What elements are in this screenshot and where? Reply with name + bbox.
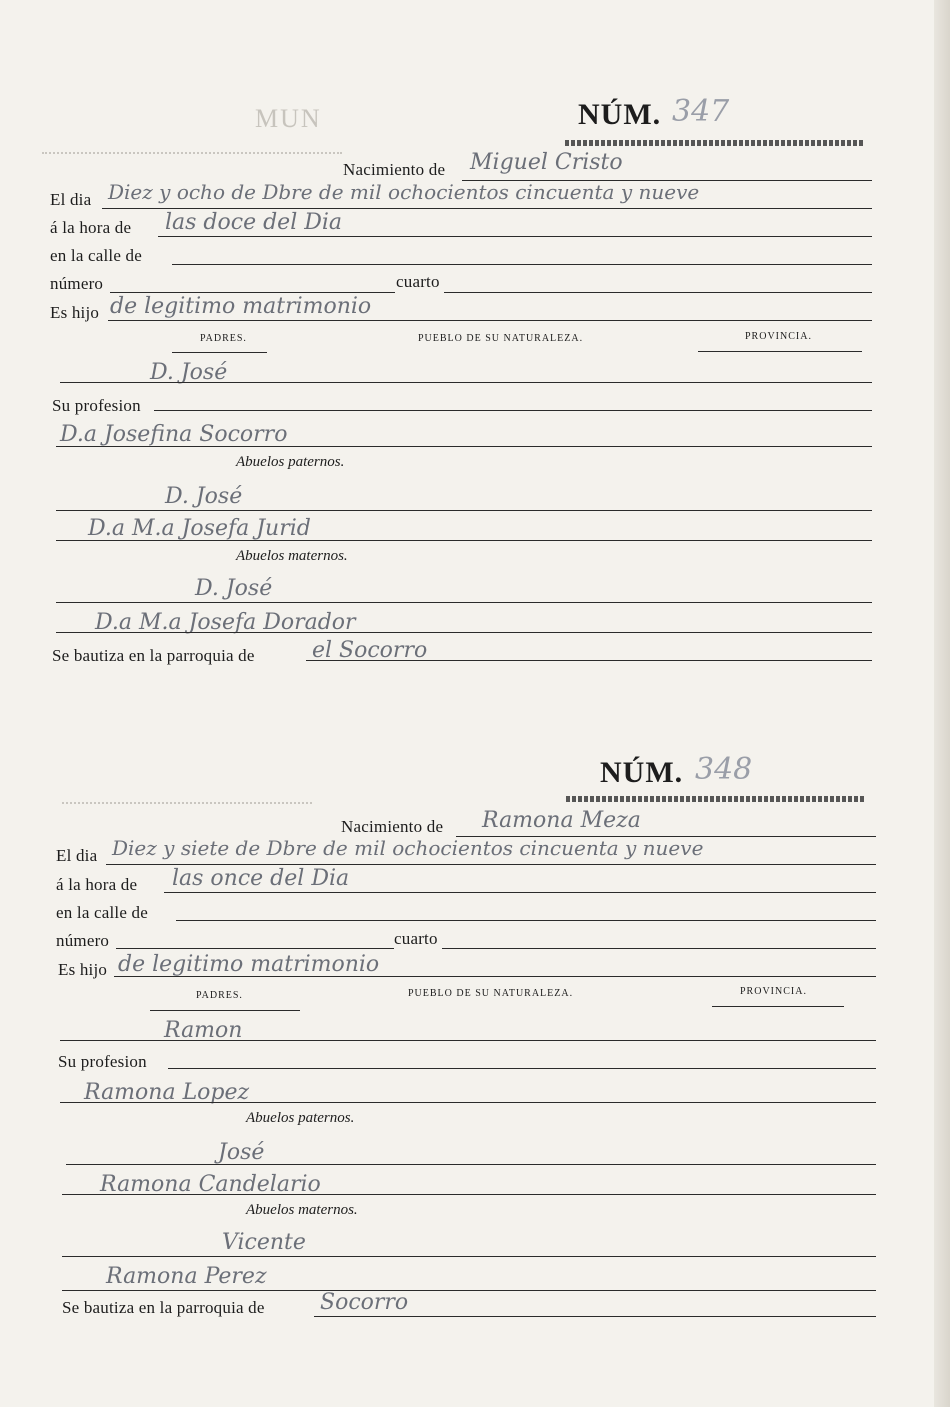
calle-label: en la calle de	[56, 903, 148, 922]
rule	[114, 976, 876, 977]
rule	[116, 948, 394, 949]
mother-name: Ramona Lopez	[84, 1080, 250, 1105]
nacimiento-label: Nacimiento de	[341, 817, 444, 836]
rule	[172, 352, 267, 353]
rule	[712, 1006, 844, 1007]
hijo-label: Es hijo	[58, 960, 108, 979]
father-name: D. José	[150, 360, 228, 385]
padres-header: PADRES.	[196, 990, 243, 1001]
record-number-label: NÚM.	[600, 756, 684, 789]
rule	[66, 1164, 876, 1165]
rule	[56, 602, 872, 603]
rule	[106, 864, 876, 865]
rule	[168, 1068, 876, 1069]
pueblo-header: PUEBLO DE SU NATURALEZA.	[408, 988, 574, 999]
rule	[60, 382, 872, 383]
abuelos-maternos-header: Abuelos maternos.	[236, 548, 348, 564]
provincia-header: PROVINCIA.	[740, 986, 807, 997]
rule	[62, 1194, 876, 1195]
hora-label: á la hora de	[50, 218, 132, 237]
parish-name: Socorro	[320, 1290, 409, 1315]
rule	[176, 920, 876, 921]
rule	[62, 1256, 876, 1257]
paternal-grandfather: D. José	[165, 484, 243, 509]
rule	[56, 540, 872, 541]
page-edge	[934, 0, 950, 1407]
provincia-header: PROVINCIA.	[745, 331, 812, 342]
filiation: de legitimo matrimonio	[118, 952, 380, 977]
rule	[56, 446, 872, 447]
record-number-label: NÚM.	[578, 98, 662, 131]
mother-name: D.a Josefina Socorro	[60, 422, 288, 447]
parish-name: el Socorro	[312, 638, 428, 663]
cuarto-label: cuarto	[394, 929, 438, 948]
parroquia-label: Se bautiza en la parroquia de	[52, 646, 255, 665]
birth-hour: las doce del Dia	[165, 210, 343, 235]
padres-header: PADRES.	[200, 333, 247, 344]
rule	[60, 1102, 876, 1103]
rule	[306, 660, 872, 661]
calle-label: en la calle de	[50, 246, 142, 265]
rule	[108, 320, 872, 321]
cuarto-label: cuarto	[396, 272, 440, 291]
profesion-label: Su profesion	[52, 396, 141, 415]
rule	[56, 632, 872, 633]
maternal-grandmother: Ramona Perez	[106, 1264, 267, 1289]
paternal-grandmother: Ramona Candelario	[100, 1172, 321, 1197]
rule	[60, 1040, 876, 1041]
parroquia-label: Se bautiza en la parroquia de	[62, 1298, 265, 1317]
maternal-grandmother: D.a M.a Josefa Dorador	[95, 610, 356, 635]
profesion-label: Su profesion	[58, 1052, 147, 1071]
faded-rule	[42, 152, 342, 154]
pueblo-header: PUEBLO DE SU NATURALEZA.	[418, 333, 584, 344]
hora-label: á la hora de	[56, 875, 138, 894]
rule	[172, 264, 872, 265]
rule	[56, 510, 872, 511]
rule	[444, 292, 872, 293]
numero-label: número	[50, 274, 104, 293]
rule	[164, 892, 876, 893]
filiation: de legitimo matrimonio	[110, 294, 372, 319]
child-name: Ramona Meza	[482, 808, 641, 833]
maternal-grandfather: D. José	[195, 576, 273, 601]
ornament-rule	[566, 796, 866, 802]
dia-label: El dia	[50, 190, 92, 209]
birth-date: Diez y siete de Dbre de mil ochocientos cincuenta y nueve	[112, 836, 704, 860]
faded-stamp: MUN	[255, 104, 322, 133]
nacimiento-label: Nacimiento de	[343, 160, 446, 179]
hijo-label: Es hijo	[50, 303, 100, 322]
dia-label: El dia	[56, 846, 98, 865]
ornament-rule	[565, 140, 863, 146]
abuelos-paternos-header: Abuelos paternos.	[246, 1110, 355, 1126]
maternal-grandfather: Vicente	[222, 1230, 306, 1255]
rule	[110, 292, 395, 293]
rule	[158, 236, 872, 237]
record-number: 348	[695, 752, 753, 787]
rule	[62, 1290, 876, 1291]
rule	[154, 410, 872, 411]
rule	[150, 1010, 300, 1011]
rule	[102, 208, 872, 209]
rule	[314, 1316, 876, 1317]
record-number: 347	[672, 94, 730, 129]
faded-rule	[62, 802, 312, 804]
paternal-grandfather: José	[218, 1140, 265, 1165]
numero-label: número	[56, 931, 110, 950]
father-name: Ramon	[164, 1018, 243, 1043]
birth-hour: las once del Dia	[172, 866, 350, 891]
abuelos-maternos-header: Abuelos maternos.	[246, 1202, 358, 1218]
child-name: Miguel Cristo	[470, 150, 623, 175]
paternal-grandmother: D.a M.a Josefa Jurid	[88, 516, 311, 541]
rule	[698, 351, 862, 352]
birth-date: Diez y ocho de Dbre de mil ochocientos cincuenta y nueve	[108, 180, 700, 204]
rule	[442, 948, 876, 949]
abuelos-paternos-header: Abuelos paternos.	[236, 454, 345, 470]
